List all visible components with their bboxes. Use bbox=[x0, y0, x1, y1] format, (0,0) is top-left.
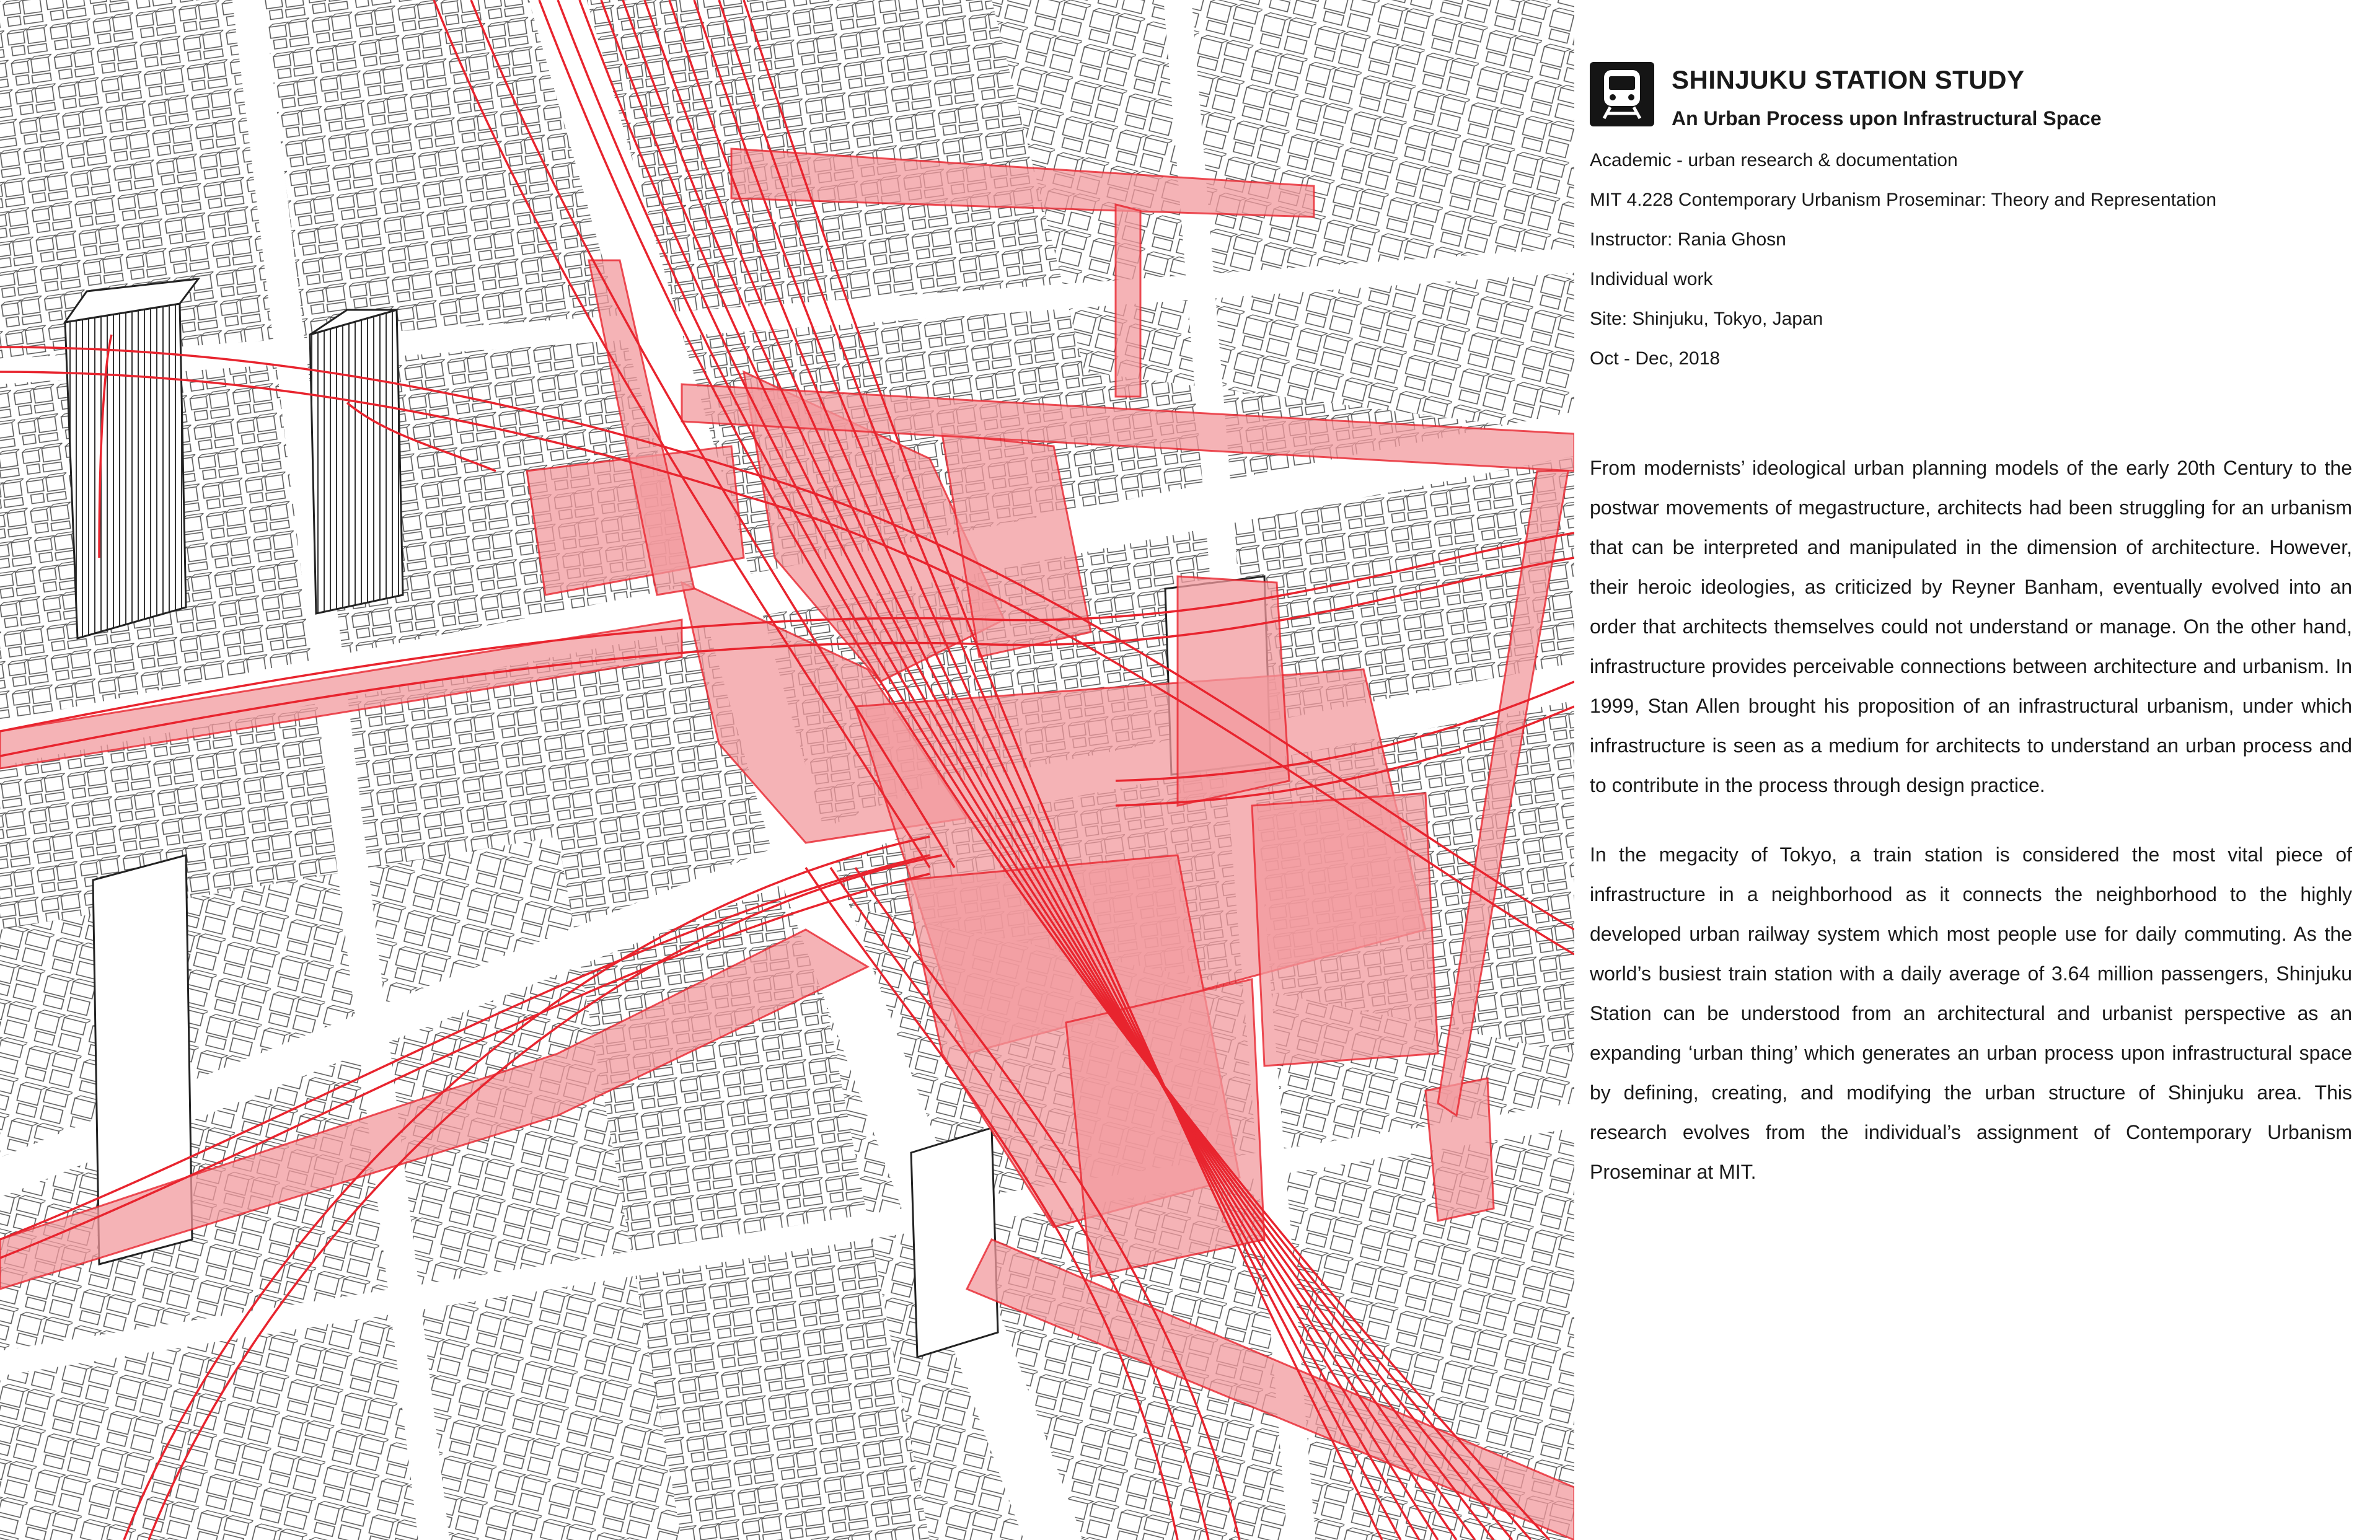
meta-date: Oct - Dec, 2018 bbox=[1590, 348, 1721, 369]
page-title: SHINJUKU STATION STUDY bbox=[1672, 65, 2025, 94]
meta-course: MIT 4.228 Contemporary Urbanism Proseminar: Theory and Representation bbox=[1590, 190, 2217, 211]
meta-site: Site: Shinjuku, Tokyo, Japan bbox=[1590, 309, 1823, 330]
project-meta bbox=[1590, 141, 2352, 379]
page-subtitle: An Urban Process upon Infrastructural Space bbox=[1672, 107, 2102, 130]
project-header bbox=[1590, 62, 2352, 130]
description-paragraph: From modernists’ ideological urban planning models of the early 20th Century to the postwar movements of megastructure, architects had been struggling for an urbanism that can be interpreted and manipulated in the dimension of architecture. However, their heroic ideologies, as criticized by Reyner Banham, eventually evolved into an order that architects themselves could not understand or manage. On the other hand, infrastructure provides perceivable connections between architecture and urbanism. In 1999, Stan Allen brought his proposition of an infrastructural urbanism, under which infrastructure is seen as a medium for architects to understand an urban process and to contribute in the process through design practice. bbox=[1590, 457, 2352, 797]
meta-work-type: Individual work bbox=[1590, 269, 1713, 290]
project-description bbox=[1590, 448, 2352, 1192]
train-icon bbox=[1590, 62, 1654, 126]
project-info-panel bbox=[1590, 62, 2352, 1221]
description-paragraph: In the megacity of Tokyo, a train station is considered the most vital piece of infrastructure in a neighborhood as it connects the neighborhood to the highly developed urban railway system which most people use for daily commuting. As the world’s busiest train station with a daily average of 3.64 million passengers, Shinjuku Station can be understood from an architectural and urbanist perspective as an expanding ‘urban thing’ which generates an urban process upon infrastructural space by defining, creating, and modifying the urban structure of Shinjuku area. This research evolves from the individual’s assignment of Contemporary Urbanism Proseminar at MIT. bbox=[1590, 843, 2352, 1184]
meta-category: Academic - urban research & documentation bbox=[1590, 150, 1958, 171]
meta-instructor: Instructor: Rania Ghosn bbox=[1590, 229, 1786, 250]
